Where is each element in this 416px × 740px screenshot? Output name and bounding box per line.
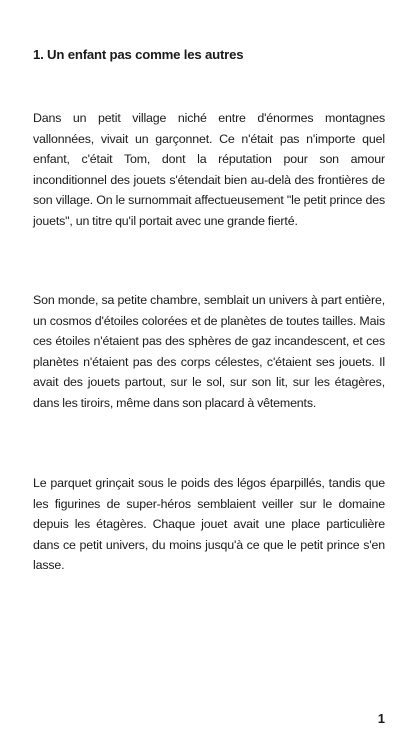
paragraph-1: Dans un petit village niché entre d'énormes montagnes vallonnées, vivait un garçonnet. Ce n'était pas n'importe quel enfant, c'était Tom, dont la réputation pour son amour inconditionnel des jouets s'étendait bien au-delà des frontières de son village. On le surnommait affectueusement "le petit prince des jouets", un titre qu'il portait avec une grande fierté. xyxy=(33,111,385,228)
paragraph-2: Son monde, sa petite chambre, semblait un univers à part entière, un cosmos d'étoiles colorées et de planètes de toutes tailles. Mais ces étoiles n'étaient pas des sphères de gaz incandescent, et ces planètes n'étaient pas des corps célestes, c'étaient ses jouets. Il avait des jouets partout, sur le sol, sur son lit, sur les étagères, dans les tiroirs, même dans son placard à vêtements. xyxy=(33,293,385,410)
page-number: 1 xyxy=(377,711,385,726)
paragraph-3: Le parquet grinçait sous le poids des légos éparpillés, tandis que les figurines de super-héros semblaient veiller sur le domaine depuis les étagères. Chaque jouet avait une place particulière dans ce petit univers, du moins jusqu'à ce que le petit prince s'en lasse. xyxy=(33,476,385,573)
chapter-title: 1. Un enfant pas comme les autres xyxy=(33,47,244,62)
